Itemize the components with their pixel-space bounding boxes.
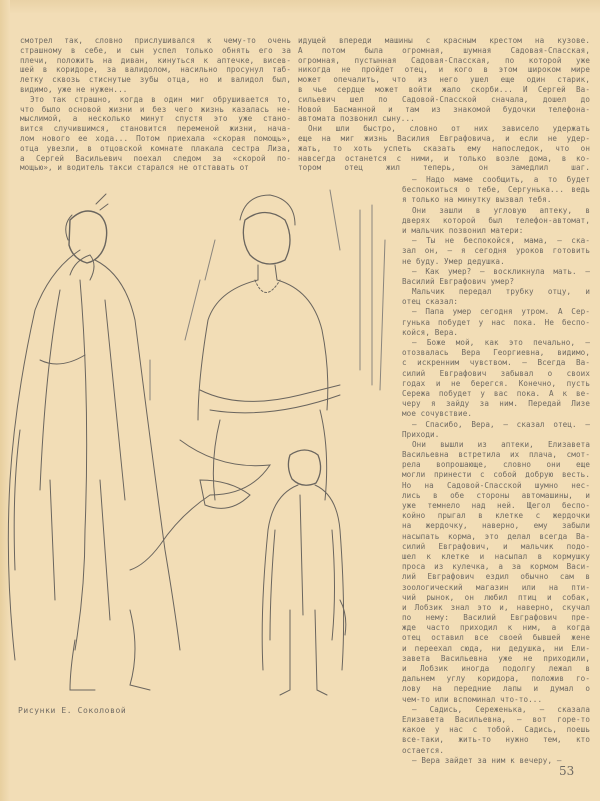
text-line: зоологический магазин или на пти- bbox=[402, 582, 590, 592]
paragraph bbox=[402, 338, 590, 420]
text-line: и мальчик позвонил матери: bbox=[402, 225, 524, 235]
text-line: плечи, положить на диван, кинуться к аптечке, висев- bbox=[20, 55, 291, 65]
text-line: Это так страшно, когда в один миг обрушивается то, bbox=[30, 94, 291, 104]
text-line: все-таки, жить-то нужно тем, кто bbox=[402, 735, 590, 745]
text-line: годах и не берегся. Конечно, пусть bbox=[402, 378, 590, 388]
text-line: — Вера зайдет за ним к вечеру, — bbox=[412, 755, 562, 765]
page-number: 53 bbox=[559, 764, 575, 778]
text-line: видимо, уже не нужен... bbox=[20, 84, 128, 94]
text-line: Они вышли из аптеки, Елизавета bbox=[412, 439, 590, 449]
illustration-credit: Рисунки Е. Соколовой bbox=[18, 706, 127, 715]
text-line: Они зашли в угловую аптеку, в bbox=[412, 205, 590, 215]
text-line: отозвалась Вера Георгиевна, видимо, bbox=[402, 348, 590, 358]
text-line: мое сочувствие. bbox=[402, 409, 473, 419]
text-line: Новой Басманной и там из знакомой будочки телефона- bbox=[298, 104, 590, 114]
paragraph bbox=[402, 206, 590, 237]
paragraph bbox=[402, 705, 590, 756]
text-column-top-left bbox=[20, 36, 291, 173]
text-line: — Надо маме сообщить, а то будет bbox=[412, 175, 590, 184]
text-line: насыпать корма, это делал всегда Ва- bbox=[402, 531, 590, 541]
text-line: завета Васильевна уже не приходили, bbox=[402, 653, 590, 663]
text-line: чем-то или вспоминал что-то... bbox=[402, 694, 543, 704]
text-line: и Лобзик иногда подолгу лежал в bbox=[402, 664, 590, 673]
text-line: рела вопрошающе, словно они еще bbox=[402, 460, 590, 470]
paragraph bbox=[298, 36, 590, 124]
text-line: гунька побудет у нас пока. Не беспо- bbox=[402, 317, 590, 327]
text-line: я только на минутку вызвал тебя. bbox=[402, 195, 552, 205]
text-line: не буду. Умер дедушка. bbox=[402, 256, 505, 266]
text-line: силий Евграфович, и мальчик подо- bbox=[402, 541, 590, 551]
text-line: и переехал сюда, ни дедушка, ни Ели- bbox=[402, 643, 590, 653]
text-line: — Садись, Сереженька, — сказала bbox=[412, 704, 590, 714]
text-line: уже темнело над ней. Щегол беспо- bbox=[402, 501, 590, 510]
text-line: проса из кулечка, а за кормом Васи- bbox=[402, 562, 590, 572]
text-line: тором отец жил теперь, он замедлил шаг. bbox=[298, 163, 590, 173]
text-line: могли принести с собой добрую весть. bbox=[402, 470, 590, 480]
text-line: и Лобзик знал это и, наверно, скучал bbox=[402, 602, 590, 612]
paragraph bbox=[20, 95, 291, 173]
paragraph bbox=[402, 175, 590, 206]
text-line: силий Евграфович забывал о своих bbox=[402, 368, 590, 378]
illustration-sketch bbox=[0, 180, 400, 705]
text-line: отец оставил все своей бывшей жене bbox=[402, 633, 590, 643]
text-line: Сережа побудет у вас пока. А к ве- bbox=[402, 388, 590, 398]
text-line: жде часто приходил к ним, а когда bbox=[402, 623, 590, 633]
text-line: Мальчик передал трубку отцу, и bbox=[412, 287, 590, 297]
text-line: вится случившимся, становится переменой жизни, нача- bbox=[20, 124, 291, 134]
boy-figure bbox=[262, 450, 346, 695]
man-in-coat-figure bbox=[8, 194, 180, 690]
text-line: А потом была огромная, шумная Садовая-Спасская, bbox=[298, 45, 590, 55]
text-line: навсегда останется с ними, и только возле дома, в ко- bbox=[298, 153, 590, 163]
text-line: дверях которой был телефон-автомат, bbox=[402, 215, 590, 225]
text-line: смотрел так, словно прислушивался к чему-то очень bbox=[20, 36, 291, 45]
text-line: еще на миг жизнь Василия Евграфовича, и если не удер- bbox=[298, 133, 590, 143]
woman-figure bbox=[130, 195, 340, 570]
text-line: лом нового ее хода... Потом приехала «скорая помощь», bbox=[20, 133, 291, 143]
text-line: отец сказал: bbox=[402, 297, 459, 307]
text-line: — Спасибо, Вера, — сказал отец. — bbox=[412, 419, 590, 429]
text-line: койно прыгал в клетке с жердочки bbox=[402, 511, 590, 521]
paragraph bbox=[402, 287, 590, 307]
text-line: что было основой жизни и без чего жизнь казалась не- bbox=[20, 104, 291, 114]
text-column-top-right bbox=[298, 36, 590, 173]
text-line: сильевич шел по Садовой-Спасской сначала, дошел до bbox=[298, 94, 590, 104]
text-line: мыслимой, а несколько минут спустя это уже стано- bbox=[20, 114, 291, 124]
text-line: огромная, пустынная Садовая-Спасская, по которой уже bbox=[298, 55, 590, 65]
text-line: шел к клетке и насыпал в кормушку bbox=[402, 551, 590, 561]
text-line: Елизавета Васильевна, — вот горе-то bbox=[402, 714, 590, 724]
text-line: остается. bbox=[402, 745, 445, 755]
text-line: — Ты не беспокойся, мама, — ска- bbox=[412, 236, 590, 246]
paragraph bbox=[20, 36, 291, 95]
text-line: Приходи. bbox=[402, 429, 440, 439]
text-line: дальнем углу коридора, положив го- bbox=[402, 674, 590, 684]
text-line: лий Евграфович ездил обычно сам в bbox=[402, 572, 590, 582]
text-line: шей в коридоре, за валидолом, насильно просунул таб- bbox=[20, 65, 291, 75]
text-line: отца увезли, в отцовской комнате плакала сестра Лиза, bbox=[20, 143, 291, 153]
text-line: — Папа умер сегодня утром. А Сер- bbox=[412, 307, 590, 317]
paragraph bbox=[402, 236, 590, 267]
text-line: беспокоиться о тебе, Сергунька... ведь bbox=[402, 185, 590, 195]
text-line: с искренним чувством. — Всегда Ва- bbox=[402, 358, 590, 368]
text-line: Они шли быстро, словно от них зависело удержать bbox=[308, 124, 590, 134]
text-line: а Сергей Васильевич поехал следом за «скорой по- bbox=[20, 153, 291, 163]
paragraph bbox=[402, 267, 590, 287]
text-line: никогда не пройдет отец, и кого в этом широком мире bbox=[298, 65, 590, 75]
text-line: в чье сердце может войти жало скорби... И Сергей Ва- bbox=[298, 84, 590, 94]
text-line: автомата позвонил сыну... bbox=[298, 114, 415, 124]
paragraph bbox=[298, 124, 590, 173]
paragraph bbox=[402, 420, 590, 440]
text-line: лись в обе стороны автомашины, и bbox=[402, 490, 590, 500]
text-line: страшному в себе, и сын успел только обнять его за bbox=[20, 45, 291, 55]
text-line: зал он, — я сегодня уроков готовить bbox=[402, 246, 590, 256]
text-line: летку сквозь стиснутые зубы отца, но и валидол был, bbox=[20, 75, 291, 85]
page-top-shadow bbox=[0, 0, 600, 14]
text-line: лову на передние лапы и думал о bbox=[402, 684, 590, 694]
text-line: жать, то хоть успеть сказать ему напоследок, что он bbox=[298, 143, 590, 153]
text-line: черу я зайду за ним. Передай Лизе bbox=[402, 399, 590, 409]
text-line: койся, Вера. bbox=[402, 327, 459, 337]
text-line: может опечалить, что из него ушел еще один старик, bbox=[298, 75, 590, 85]
text-line: — Как умер? — воскликнула мать. — bbox=[412, 266, 590, 276]
text-line: чий рынок, он любил птиц и собак, bbox=[402, 592, 590, 602]
text-line: Но на Садовой-Спасской шумно нес- bbox=[402, 480, 590, 490]
text-line: по нему: Василий Евграфович пре- bbox=[402, 613, 590, 623]
text-line: мощью», и водитель такси старался не отставать от bbox=[20, 163, 249, 173]
text-line: какое у нас с тобой. Садись, поешь bbox=[402, 725, 590, 735]
text-line: Васильевна встретила их плача, смот- bbox=[402, 450, 590, 460]
text-line: — Боже мой, как это печально, — bbox=[412, 338, 590, 347]
paragraph bbox=[402, 440, 590, 705]
text-line: идущей впереди машины с красным крестом на кузове. bbox=[298, 36, 590, 45]
text-column-right bbox=[402, 175, 590, 766]
text-line: Василий Евграфович умер? bbox=[402, 276, 515, 286]
background-lines bbox=[150, 190, 385, 400]
text-line: на жердочку, наверно, ему забыли bbox=[402, 521, 590, 531]
paragraph bbox=[402, 307, 590, 338]
